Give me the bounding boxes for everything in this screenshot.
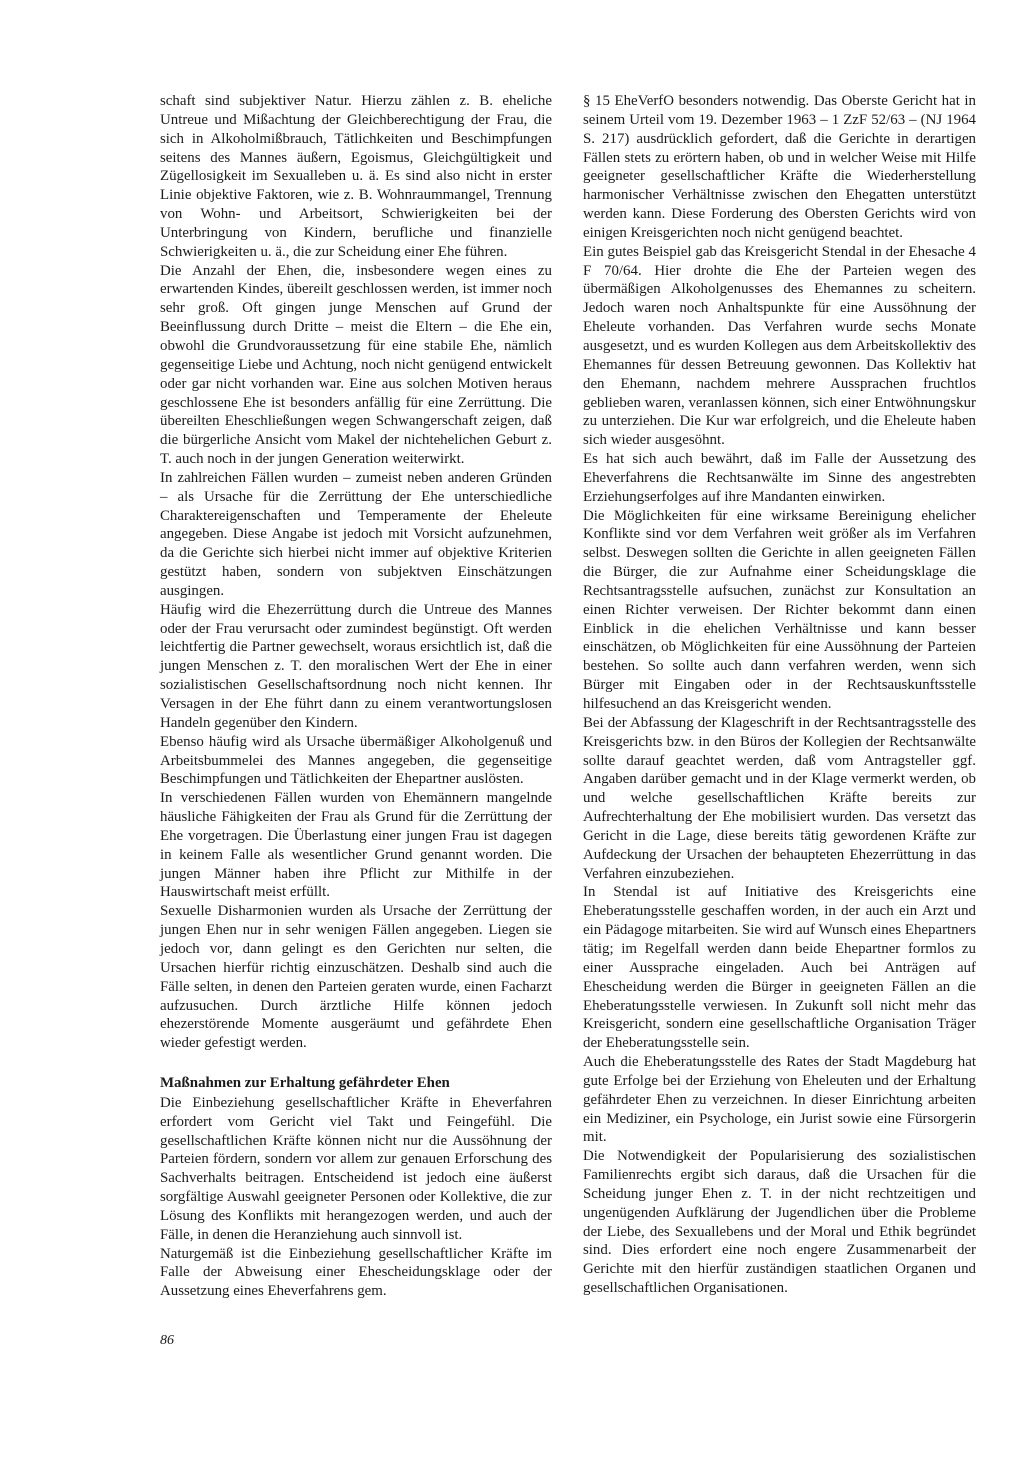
paragraph: Die Einbeziehung gesellschaftlicher Kräfte in Eheverfahren erfordert vom Gericht viel Takt und Feingefühl. Die gesellschaftlichen Kräfte können nicht nur die Aussöhnung der Parteien fördern, sondern vor allem zur genauen Erforschung des Sachverhalts beitragen. Entscheidend ist jedoch eine äußerst sorgfältige Auswahl geeigneter Personen oder Kollektive, die zur Lösung des Konflikts mit herangezogen werden, und auch der Fälle, in denen die Heranziehung auch sinnvoll ist. bbox=[160, 1094, 552, 1243]
paragraph: In Stendal ist auf Initiative des Kreisgerichts eine Eheberatungsstelle geschaffen worden, in der auch ein Arzt und ein Pädagoge mitarbeiten. Sie wird auf Wunsch eines Ehepartners tätig; im Regelfall werden dann beide Ehepartner formlos zu einer Aussprache eingeladen. Auch bei Anträgen auf Ehescheidung werden die Bürger in geeigneten Fällen an die Eheberatungsstelle verwiesen. In Zukunft soll nicht mehr das Kreisgericht, sondern eine gesellschaftliche Organisation Träger der Eheberatungsstelle sein. bbox=[583, 884, 976, 1052]
paragraph: Es hat sich auch bewährt, daß im Falle der Aussetzung des Eheverfahrens die Rechtsanwälte im Sinne des angestrebten Erziehungserfolges auf ihre Mandanten einwirken. bbox=[583, 451, 976, 505]
left-column bbox=[160, 92, 552, 1301]
paragraph: schaft sind subjektiver Natur. Hierzu zählen z. B. eheliche Untreue und Mißachtung der Gleichberechtigung der Frau, die sich in Alkoholmißbrauch, Tätlichkeiten und Beschimpfungen seitens des Mannes äußern, Egoismus, Gleichgültigkeit und Zügellosigkeit im Sexualleben u. ä. Es sind also nicht in erster Linie objektive Faktoren, wie z. B. Wohnraummangel, Trennung von Wohn- und Arbeitsort, Schwierigkeiten bei der Unterbringung von Kindern, berufliche und finanzielle Schwierigkeiten u. ä., die zur Scheidung einer Ehe führen. bbox=[160, 93, 552, 260]
paragraph: Ein gutes Beispiel gab das Kreisgericht Stendal in der Ehesache 4 F 70/64. Hier drohte die Ehe der Parteien wegen des übermäßigen Alkoholgenusses des Ehemannes zu scheitern. Jedoch waren noch Anhaltspunkte für eine Aussöhnung der Eheleute vorhanden. Das Verfahren wurde sechs Monate ausgesetzt, und es wurden Kollegen aus dem Arbeitskollektiv des Ehemannes für dessen Betreuung gewonnen. Das Kollektiv hat den Ehemann, nachdem mehrere Aussprachen fruchtlos geblieben waren, veranlassen können, sich einer Entwöhnungskur zu unterziehen. Die Kur war erfolgreich, und die Eheleute haben sich wieder ausgesöhnt. bbox=[583, 243, 976, 449]
paragraph: Sexuelle Disharmonien wurden als Ursache der Zerrüttung der jungen Ehen nur in sehr wenigen Fällen angegeben. Liegen sie jedoch vor, dann gelingt es den Gerichten nur selten, die Ursachen hierfür richtig einzuschätzen. Deshalb sind auch die Fälle selten, in denen den Parteien geraten wurde, einen Facharzt aufzusuchen. Durch ärztliche Hilfe können jedoch ehezerstörende Momente ausgeräumt und gefährdete Ehen wieder gefestigt werden. bbox=[160, 903, 552, 1052]
right-column bbox=[583, 92, 976, 1298]
paragraph: Die Anzahl der Ehen, die, insbesondere wegen eines zu erwartenden Kindes, übereilt geschlossen werden, ist immer noch sehr groß. Oft gingen junge Menschen auf Grund der Beeinflussung durch Dritte – meist die Eltern – die Ehe ein, obwohl die Grundvoraussetzung für eine stabile Ehe, nämlich gegenseitige Liebe und Achtung, noch nicht genügend entwickelt oder gar nicht vorhanden war. Eine aus solchen Motiven heraus geschlossene Ehe ist besonders anfällig für eine Zerrüttung. Die übereilten Eheschließungen wegen Schwangerschaft zeigen, daß die bürgerliche Ansicht vom Makel der nichtehelichen Geburt z. T. auch noch in der jungen Generation weiterwirkt. bbox=[160, 262, 552, 468]
paragraph: Ebenso häufig wird als Ursache übermäßiger Alkoholgenuß und Arbeitsbummelei des Mannes angegeben, die gegenseitige Beschimpfungen und Tätlichkeiten der Ehepartner auslösten. bbox=[160, 733, 552, 788]
paragraph: Bei der Abfassung der Klageschrift in der Rechtsantragsstelle des Kreisgerichts bzw. in den Büros der Kollegien der Rechtsanwälte sollte darauf geachtet werden, daß vom Antragsteller ggf. Angaben darüber gemacht und in der Klage vermerkt werden, ob und welche gesellschaftlichen Kräfte bereits zur Aufrechterhaltung der Ehe mobilisiert wurden. Das versetzt das Gericht in die Lage, diese bereits tätig gewordenen Kräfte zur Aufdeckung der Ursachen der behaupteten Ehezerrüttung in das Verfahren einzubeziehen. bbox=[583, 714, 976, 882]
section-heading: Maßnahmen zur Erhaltung gefährdeter Ehen bbox=[160, 1075, 450, 1092]
paragraph: § 15 EheVerfO besonders notwendig. Das Oberste Gericht hat in seinem Urteil vom 19. Dezember 1963 – 1 ZzF 52/63 – (NJ 1964 S. 217) ausdrücklich gefordert, daß die Gerichte in derartigen Fällen stets zu erörtern haben, ob und in welcher Weise mit Hilfe geeigneter gesellschaftlicher Kräfte die Wiederherstellung harmonischer Verhältnisse zwischen den Ehegatten unterstützt werden kann. Diese Forderung des Obersten Gerichts wird von einigen Kreisgerichten noch nicht genügend beachtet. bbox=[583, 93, 976, 241]
paragraph: Naturgemäß ist die Einbeziehung gesellschaftlicher Kräfte im Falle der Abweisung einer Ehescheidungsklage oder der Aussetzung eines Eheverfahrens gem. bbox=[160, 1245, 552, 1300]
paragraph: Die Notwendigkeit der Popularisierung des sozialistischen Familienrechts ergibt sich daraus, daß die Ursachen für die Scheidung junger Ehen z. T. in der nicht rechtzeitigen und ungenügenden Aufklärung der Jugendlichen über die Probleme der Liebe, des Sexuallebens und der Moral und Ethik begründet sind. Dies erfordert eine noch engere Zusammenarbeit der Gerichte mit den hierfür zuständigen staatlichen Organen und gesellschaftlichen Organisationen. bbox=[583, 1148, 976, 1297]
page-number: 86 bbox=[160, 1333, 174, 1348]
paragraph: Die Möglichkeiten für eine wirksame Bereinigung ehelicher Konflikte sind vor dem Verfahren weit größer als im Verfahren selbst. Deswegen sollten die Gerichte in allen geeigneten Fällen die Bürger, die zur Aufnahme einer Scheidungsklage die Rechtsantragsstelle aufsuchen, zunächst zur Konsultation an einen Richter verweisen. Der Richter bekommt dann einen Einblick in die ehelichen Verhältnisse und kann besser einschätzen, ob Möglichkeiten für eine Aussöhnung der Parteien bestehen. So sollte auch dann verfahren werden, wenn sich Bürger mit Eingaben oder in der Rechtsauskunftsstelle hilfesuchend an das Kreisgericht wenden. bbox=[583, 507, 976, 712]
paragraph: Auch die Eheberatungsstelle des Rates der Stadt Magdeburg hat gute Erfolge bei der Erziehung von Eheleuten und der Erhaltung gefährdeter Ehen zu verzeichnen. In dieser Einrichtung arbeiten ein Mediziner, ein Psychologe, ein Jurist sowie eine Fürsorgerin mit. bbox=[583, 1054, 976, 1146]
paragraph: Häufig wird die Ehezerrüttung durch die Untreue des Mannes oder der Frau verursacht oder zumindest begünstigt. Oft werden leichtfertig die Partner gewechselt, woraus ersichtlich ist, daß die jungen Menschen z. T. den moralischen Wert der Ehe in einer sozialistischen Gesellschaftsordnung noch nicht kennen. Ihr Versagen in der Ehe führt dann zu einem verantwortungslosen Handeln gegenüber den Kindern. bbox=[160, 601, 552, 731]
paragraph: In zahlreichen Fällen wurden – zumeist neben anderen Gründen – als Ursache für die Zerrüttung der Ehe unterschiedliche Charaktereigenschaften und Temperamente der Eheleute angegeben. Diese Angabe ist jedoch mit Vorsicht aufzunehmen, da die Gerichte sich hierbei nicht immer auf objektive Kriterien gestützt haben, sondern von subjektven Einschätzungen ausgingen. bbox=[160, 469, 552, 599]
paragraph: In verschiedenen Fällen wurden von Ehemännern mangelnde häusliche Fähigkeiten der Frau als Grund für die Zerrüttung der Ehe vorgetragen. Die Überlastung einer jungen Frau ist dagegen in keinem Falle als wesentlicher Grund genannt worden. Die jungen Männer haben ihre Pflicht zur Mithilfe in der Hauswirtschaft meist erfüllt. bbox=[160, 790, 552, 901]
